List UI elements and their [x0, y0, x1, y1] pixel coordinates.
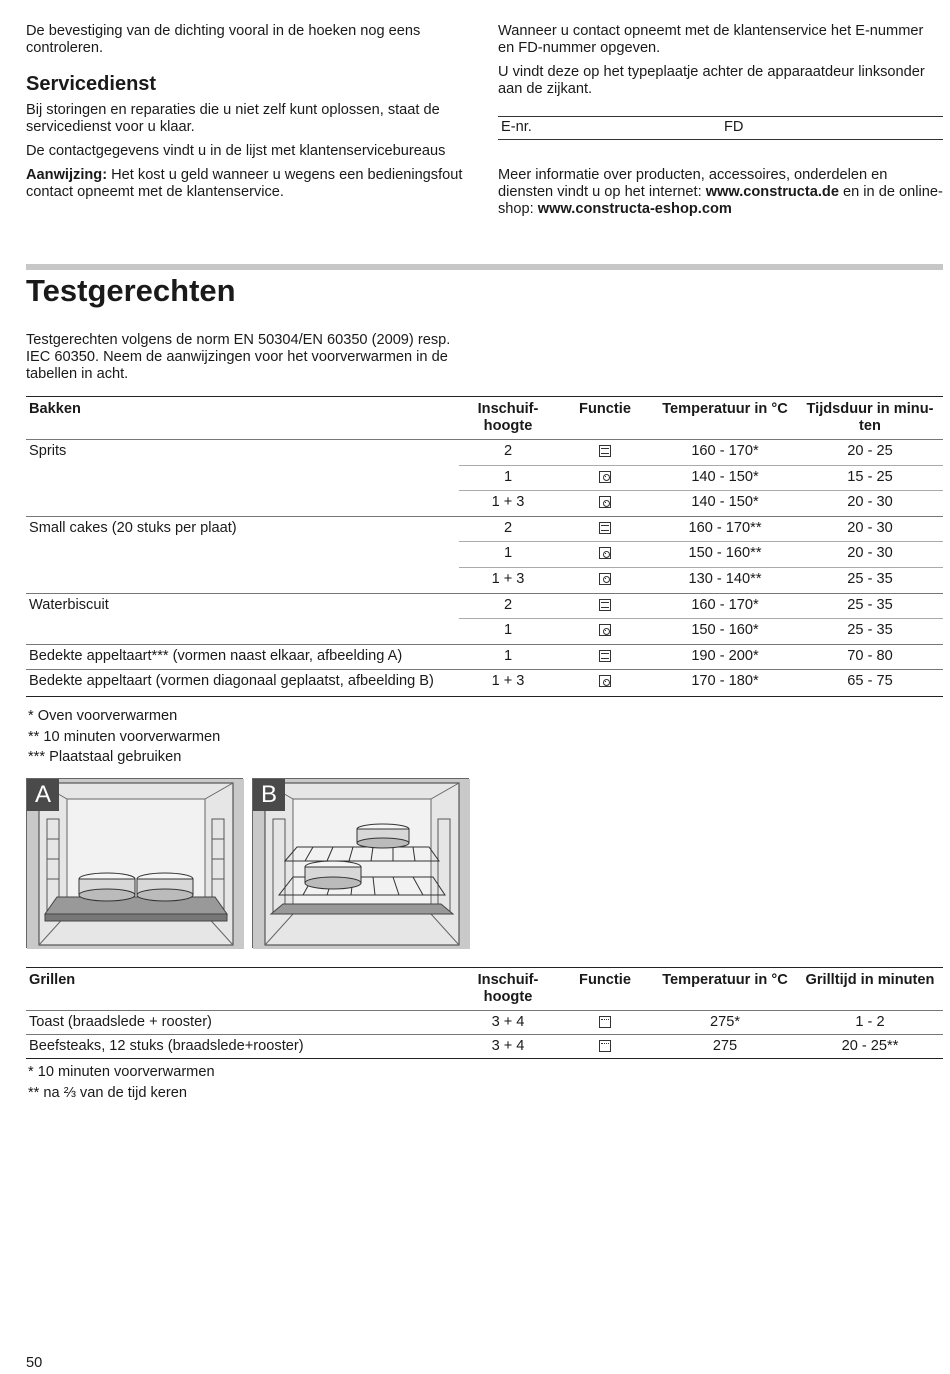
dish-name: Small cakes (20 stuks per plaat) [26, 516, 459, 593]
table-row [26, 593, 943, 619]
service-paragraph: Bij storingen en reparaties die u niet zelf kunt oplossen, staat de servicedienst voor u klaar. [26, 102, 440, 135]
function-cell [557, 593, 653, 619]
table-row [26, 644, 943, 670]
table-row [26, 1035, 943, 1059]
header-temp: Temperatuur in °C [653, 397, 797, 440]
hot-air-icon [599, 496, 611, 508]
dish-name: Beefsteaks, 12 stuks (braadslede+rooster) [26, 1035, 459, 1059]
level-cell: 3 + 4 [459, 1035, 557, 1059]
level-cell: 1 + 3 [459, 567, 557, 593]
temp-cell: 190 - 200* [653, 644, 797, 670]
more-info-paragraph [498, 167, 943, 225]
grill-icon [599, 1040, 611, 1052]
level-cell: 3 + 4 [459, 1011, 557, 1035]
function-cell [557, 619, 653, 645]
function-cell [557, 491, 653, 517]
baking-table [26, 396, 943, 697]
left-column [26, 23, 466, 208]
header-function: Functie [557, 397, 653, 440]
dish-name: Bedekte appeltaart (vormen diagonaal geplaatst, afbeelding B) [26, 670, 459, 697]
eshop-link[interactable]: www.constructa-eshop.com [537, 201, 732, 217]
temp-cell: 160 - 170* [653, 440, 797, 466]
function-cell [557, 516, 653, 542]
hot-air-icon [599, 624, 611, 636]
temp-cell: 140 - 150* [653, 491, 797, 517]
header-dish: Bakken [26, 397, 459, 440]
hot-air-icon [599, 675, 611, 687]
function-cell [557, 567, 653, 593]
function-cell [557, 465, 653, 491]
temp-cell: 160 - 170* [653, 593, 797, 619]
note-line: ** na ⅔ van de tijd keren [28, 1084, 188, 1101]
note-text: Het kost u geld wanneer u wegens een bedieningsfout contact opneemt met de klantenservice. [26, 167, 463, 200]
dish-name: Waterbiscuit [26, 593, 459, 644]
function-cell [557, 1035, 653, 1059]
contact-paragraph: De contactgegevens vindt u in de lijst met klantenservicebureaus [26, 143, 446, 159]
table-row [26, 1011, 943, 1035]
header-level: Inschuif-hoogte [459, 968, 557, 1011]
dish-name: Toast (braadslede + rooster) [26, 1011, 459, 1035]
header-time: Grilltijd in minuten [797, 968, 943, 1011]
enr-label: E-nr. [501, 119, 532, 135]
level-cell: 2 [459, 593, 557, 619]
top-bottom-heat-icon [599, 599, 611, 611]
time-cell: 20 - 30 [797, 542, 943, 568]
enr-bottom-rule [498, 139, 943, 140]
note-line: * 10 minuten voorverwarmen [28, 1064, 215, 1080]
function-cell [557, 670, 653, 697]
level-cell: 1 [459, 619, 557, 645]
level-cell: 1 [459, 644, 557, 670]
header-time: Tijdsduur in minu-ten [797, 397, 943, 440]
grill-icon [599, 1016, 611, 1028]
top-bottom-heat-icon [599, 522, 611, 534]
time-cell: 70 - 80 [797, 644, 943, 670]
note-paragraph [26, 167, 466, 201]
time-cell: 20 - 25 [797, 440, 943, 466]
header-temp: Temperatuur in °C [653, 968, 797, 1011]
table-header-row [26, 968, 943, 1011]
time-cell: 1 - 2 [797, 1011, 943, 1035]
level-cell: 1 [459, 465, 557, 491]
more-info-text-b: en in de online-shop: [498, 184, 943, 217]
hot-air-icon [599, 471, 611, 483]
time-cell: 25 - 35 [797, 619, 943, 645]
temp-cell: 275 [653, 1035, 797, 1059]
note-line: ** 10 minuten voorverwarmen [28, 728, 221, 745]
note-line: *** Plaatstaal gebruiken [28, 749, 182, 765]
dish-name: Sprits [26, 440, 459, 517]
level-cell: 1 [459, 542, 557, 568]
note-line: * Oven voorverwarmen [28, 708, 178, 724]
time-cell: 65 - 75 [797, 670, 943, 697]
header-level: Inschuif-hoogte [459, 397, 557, 440]
level-cell: 1 + 3 [459, 670, 557, 697]
time-cell: 20 - 30 [797, 516, 943, 542]
grill-table [26, 967, 943, 1059]
figure-b-label: B [253, 779, 285, 811]
table-row [26, 440, 943, 466]
time-cell: 25 - 35 [797, 567, 943, 593]
temp-cell: 150 - 160** [653, 542, 797, 568]
right-column [498, 23, 943, 105]
temp-cell: 130 - 140** [653, 567, 797, 593]
section-title: Testgerechten [26, 273, 236, 308]
time-cell: 20 - 30 [797, 491, 943, 517]
temp-cell: 160 - 170** [653, 516, 797, 542]
function-cell [557, 440, 653, 466]
function-cell [557, 542, 653, 568]
oven-illustration-b [253, 779, 470, 949]
level-cell: 2 [459, 440, 557, 466]
temp-cell: 275* [653, 1011, 797, 1035]
section-intro: Testgerechten volgens de norm EN 50304/EN 60350 (2009) resp. IEC 60350. Neem de aanwijzingen voor het voorverwarmen in de tabellen in acht. [26, 332, 451, 382]
top-bottom-heat-icon [599, 650, 611, 662]
servicedienst-heading: Servicedienst [26, 73, 157, 95]
oven-illustration-a [27, 779, 244, 949]
enr-top-rule [498, 116, 943, 117]
baking-notes [28, 706, 220, 768]
grill-notes [28, 1062, 215, 1103]
table-header-row [26, 397, 943, 440]
section-divider [26, 264, 943, 270]
hot-air-icon [599, 547, 611, 559]
time-cell: 25 - 35 [797, 593, 943, 619]
fd-label: FD [724, 119, 744, 135]
function-cell [557, 644, 653, 670]
time-cell: 15 - 25 [797, 465, 943, 491]
website-link[interactable]: www.constructa.de [705, 184, 839, 200]
contact-info-text: Wanneer u contact opneemt met de klantenservice het E-nummer en FD-nummer opgeven. [498, 23, 924, 56]
function-cell [557, 1011, 653, 1035]
header-function: Functie [557, 968, 653, 1011]
dish-name: Bedekte appeltaart*** (vormen naast elkaar, afbeelding A) [26, 644, 459, 670]
note-label: Aanwijzing: [26, 167, 108, 183]
temp-cell: 150 - 160* [653, 619, 797, 645]
table-row [26, 670, 943, 697]
figure-a-label: A [27, 779, 59, 811]
more-info-text-a: Meer informatie over producten, accessoires, onderdelen en diensten vindt u op het internet: [498, 167, 888, 200]
header-dish: Grillen [26, 968, 459, 1011]
figure-a [26, 778, 243, 948]
temp-cell: 170 - 180* [653, 670, 797, 697]
figure-b [252, 778, 469, 948]
top-bottom-heat-icon [599, 445, 611, 457]
level-cell: 2 [459, 516, 557, 542]
seal-check-text: De bevestiging van de dichting vooral in de hoeken nog eens controleren. [26, 23, 421, 56]
hot-air-icon [599, 573, 611, 585]
temp-cell: 140 - 150* [653, 465, 797, 491]
table-row [26, 516, 943, 542]
time-cell: 20 - 25** [797, 1035, 943, 1059]
typeplate-text: U vindt deze op het typeplaatje achter de apparaatdeur linksonder aan de zijkant. [498, 64, 925, 97]
page-number: 50 [26, 1355, 43, 1371]
level-cell: 1 + 3 [459, 491, 557, 517]
